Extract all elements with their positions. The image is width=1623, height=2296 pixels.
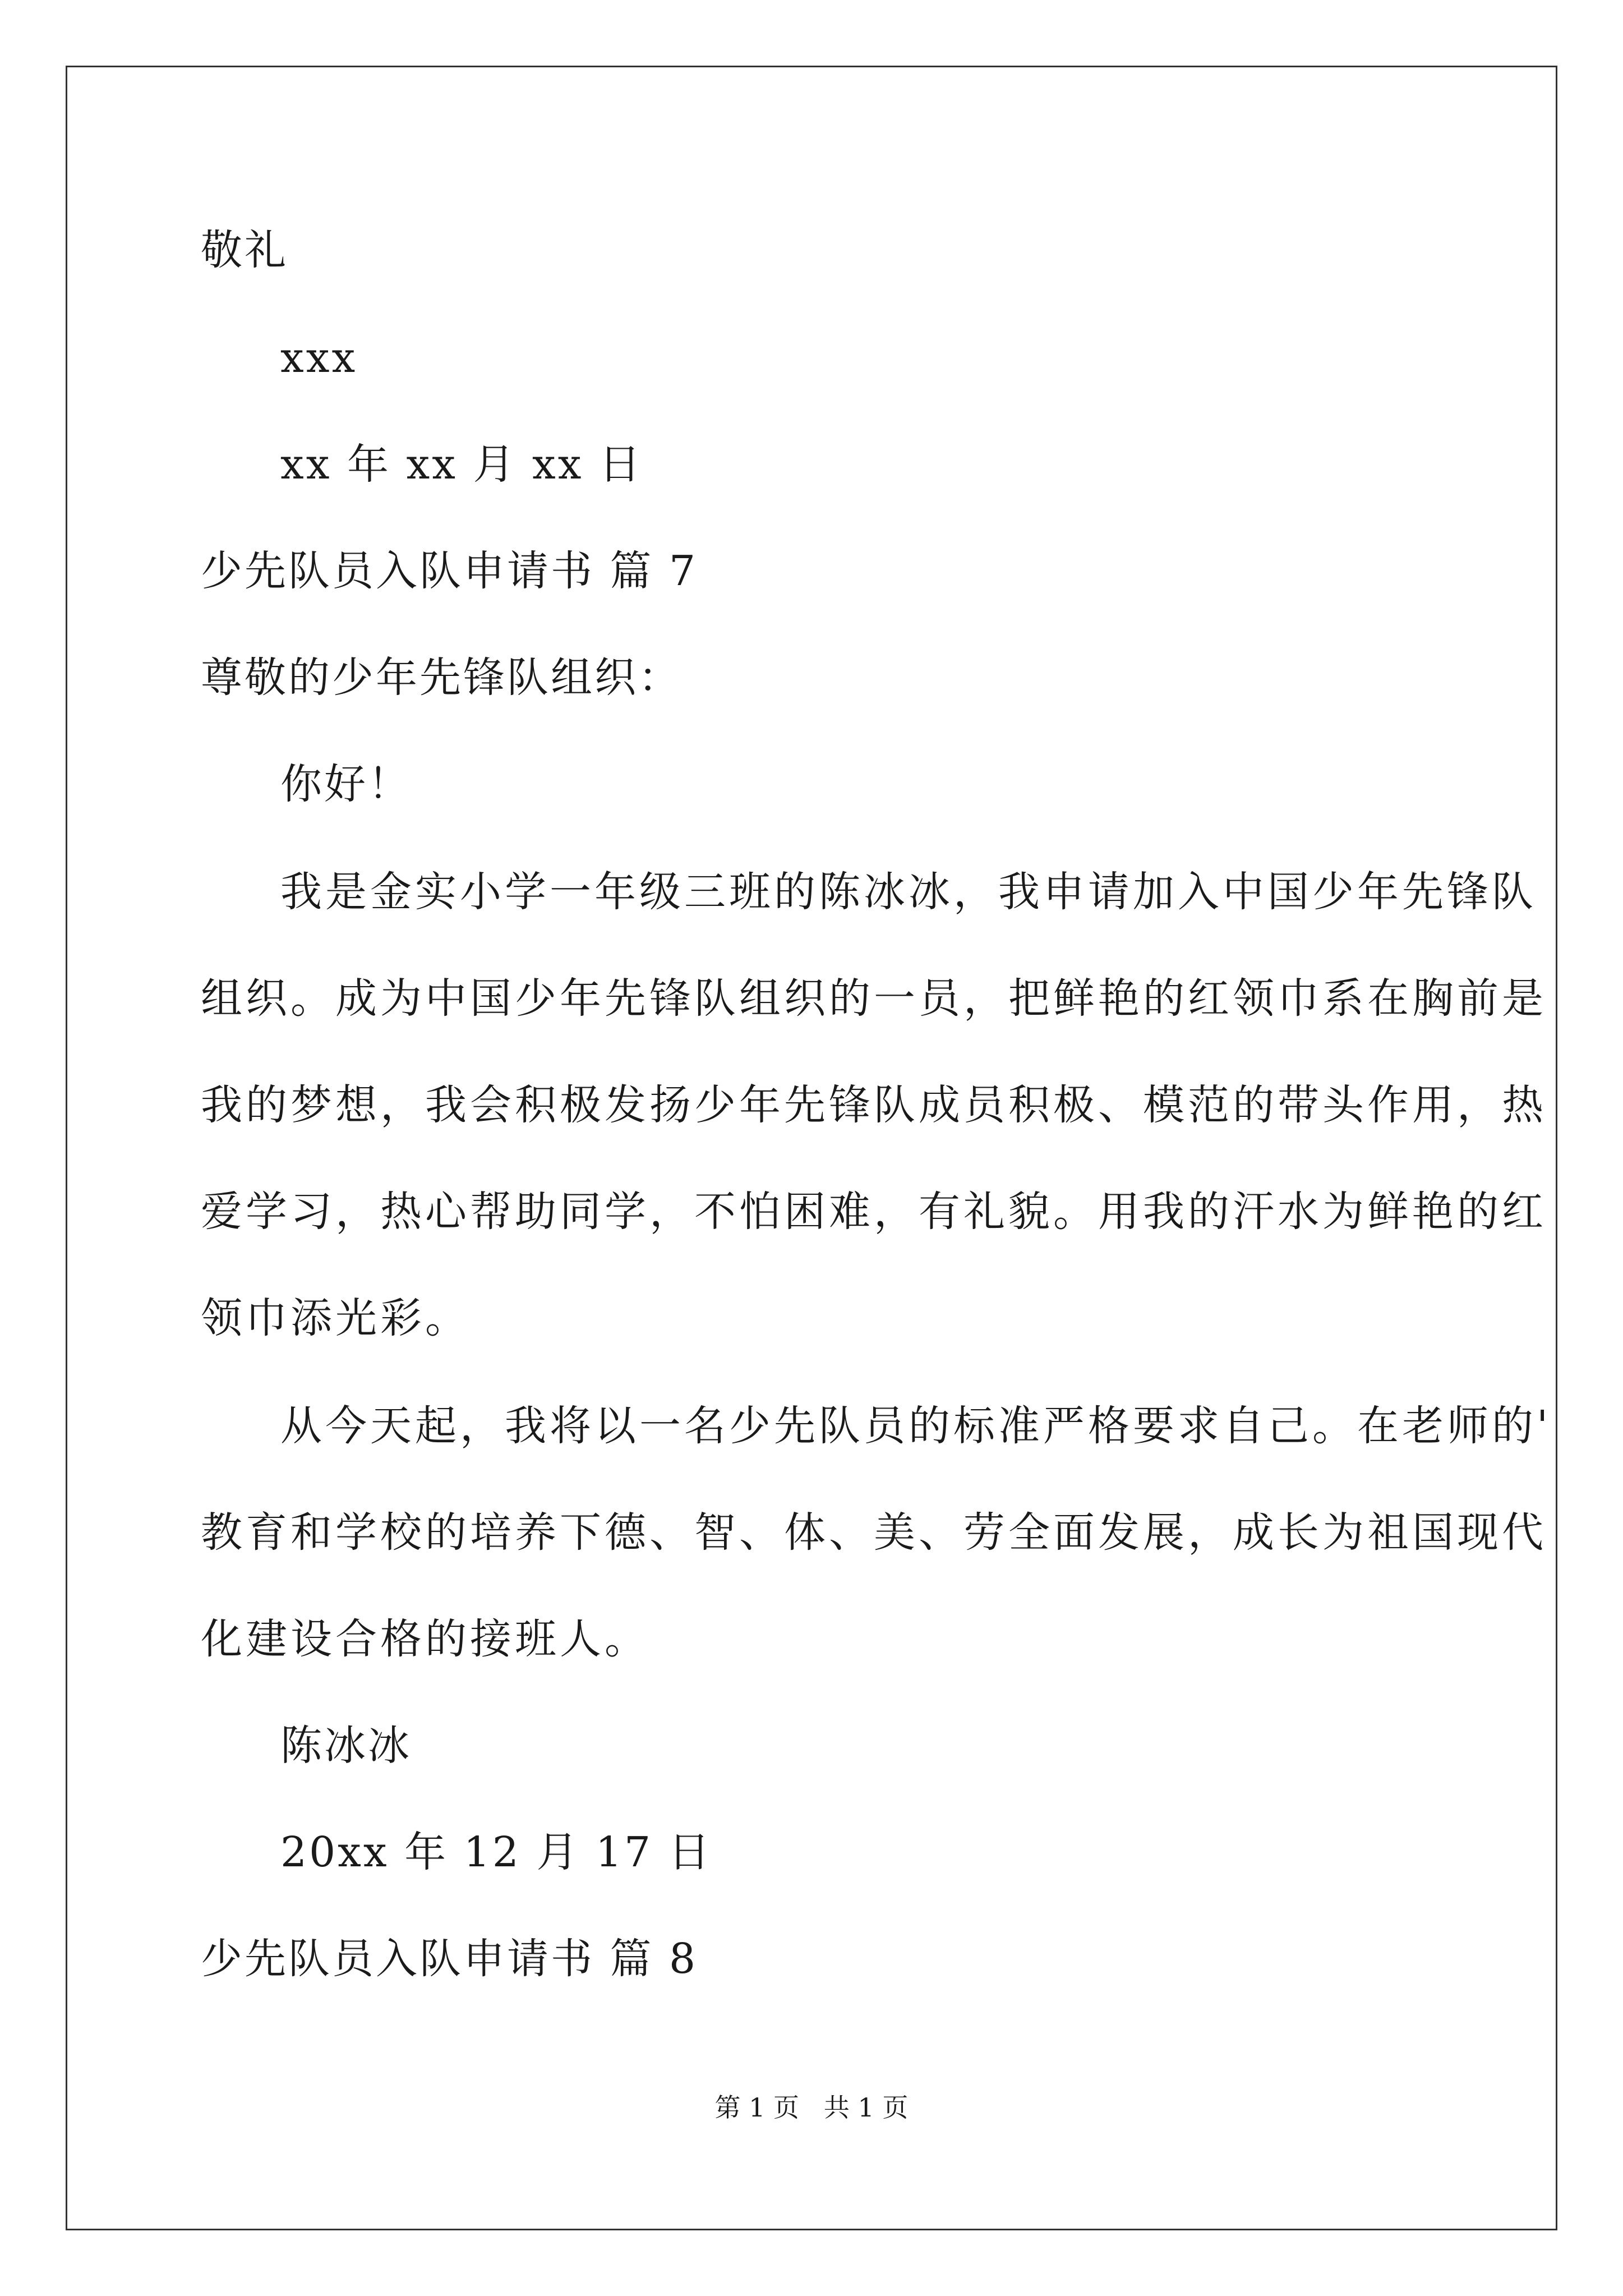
section-8-title: 少先队员入队申请书 篇 8 [201, 1935, 698, 1983]
paragraph-line: 教育和学校的培养下德、智、体、美、劳全面发展，成长为祖国现代 [201, 1508, 1547, 1557]
closing-salute: 敬礼 [201, 226, 288, 274]
paragraph-line: 化建设合格的接班人。 [201, 1615, 649, 1663]
section-7-title: 少先队员入队申请书 篇 7 [201, 547, 698, 595]
closing-date: xx 年 xx 月 xx 日 [280, 440, 643, 489]
paragraph-line: 组织。成为中国少年先锋队组织的一员，把鲜艳的红领巾系在胸前是 [201, 974, 1547, 1023]
paragraph-line: 我的梦想，我会积极发扬少年先锋队成员积极、模范的带头作用，热 [201, 1081, 1547, 1129]
paragraph-line: 领巾添光彩。 [201, 1294, 470, 1342]
section-7-date: 20xx 年 12 月 17 日 [280, 1828, 712, 1876]
paragraph-line: 爱学习，热心帮助同学，不怕困难，有礼貌。用我的汗水为鲜艳的红 [201, 1188, 1547, 1236]
paragraph-line: 从今天起，我将以一名少先队员的标准严格要求自己。在老师的' [280, 1402, 1552, 1450]
section-7-greeting: 你好！ [280, 760, 412, 808]
closing-signature: xxx [280, 334, 358, 382]
paragraph-line: 我是金实小学一年级三班的陈冰冰，我申请加入中国少年先锋队 [280, 868, 1537, 916]
section-7-addressee: 尊敬的少年先锋队组织： [201, 654, 682, 702]
section-7-signature: 陈冰冰 [280, 1722, 412, 1770]
page-footer: 第 1 页 共 1 页 [714, 2092, 909, 2123]
page-border [66, 66, 1557, 2230]
